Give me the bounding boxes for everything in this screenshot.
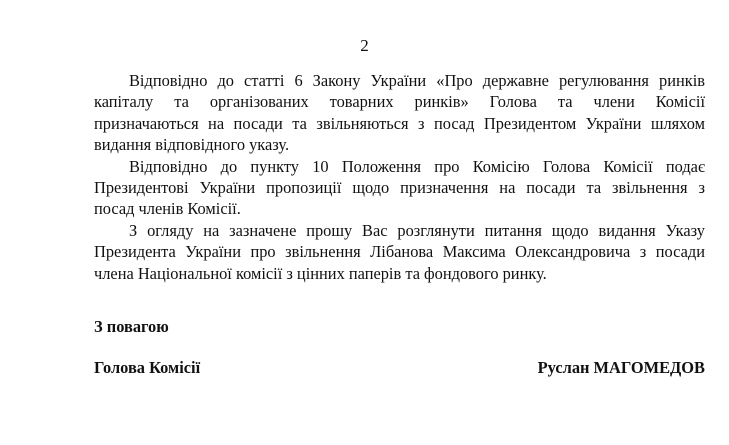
paragraph-1: [94, 70, 705, 156]
closing-salutation: З повагою: [94, 317, 169, 336]
signatory-title: Голова Комісії: [94, 358, 201, 377]
paragraph-2: [94, 156, 705, 220]
text-line: Відповідно до статті 6 Закону України «Про державне регулювання ринків: [129, 71, 705, 90]
signatory-name: Руслан МАГОМЕДОВ: [537, 358, 705, 377]
text-line: Президента України про звільнення Лібанова Максима Олександровича з посади: [94, 242, 705, 262]
text-line: Президентові України пропозиції щодо призначення на посади та звільнення з: [94, 178, 705, 198]
text-line: капіталу та організованих товарних ринків» Голова та члени Комісії: [94, 92, 705, 112]
paragraph-3: [94, 220, 705, 284]
text-line: З огляду на зазначене прошу Вас розглянути питання щодо видання Указу: [129, 220, 705, 240]
text-line: посад членів Комісії.: [94, 199, 241, 219]
text-line: призначаються на посади та звільняються з посад Президентом України шляхом: [94, 113, 705, 133]
text-line: видання відповідного указу.: [94, 135, 290, 155]
page-number: 2: [360, 36, 369, 55]
text-line: Відповідно до пункту 10 Положення про Комісію Голова Комісії подає: [129, 156, 705, 176]
letter-body: [94, 70, 705, 284]
text-line: члена Національної комісії з цінних паперів та фондового ринку.: [94, 263, 547, 283]
